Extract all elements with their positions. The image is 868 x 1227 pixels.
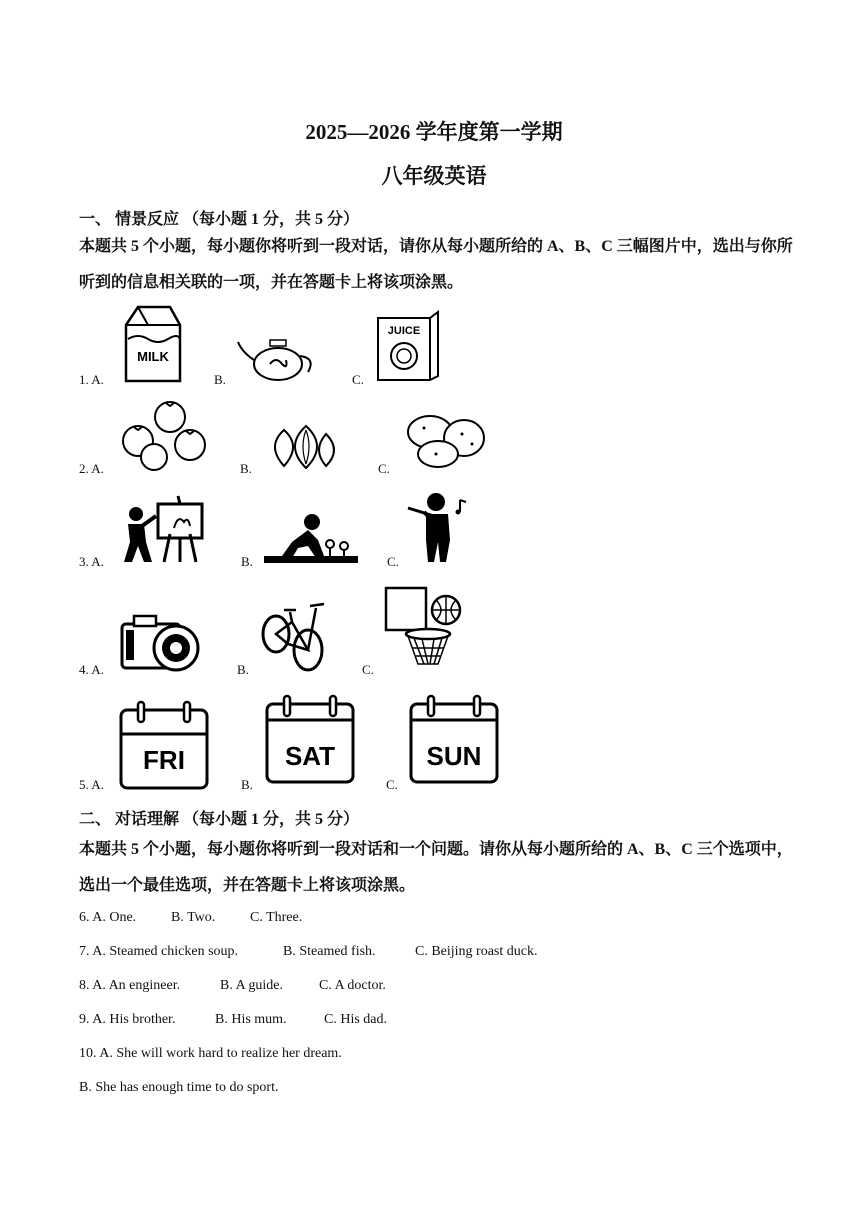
q2-label: 2. A. <box>79 461 104 476</box>
q4-b-label: B. <box>237 662 249 677</box>
q4-c-label: C. <box>362 662 374 677</box>
q3-b-label: B. <box>241 554 253 569</box>
page-title: 2025—2026 学年度第一学期 <box>305 120 563 144</box>
q6-option-c: C. Three. <box>250 910 303 925</box>
page-subtitle: 八年级英语 <box>381 164 487 188</box>
q10-option-a: 10. A. She will work hard to realize her dream. <box>79 1046 342 1061</box>
q9-option-c: C. His dad. <box>324 1012 387 1027</box>
potatoes-icon <box>402 404 490 472</box>
fri-text: FRI <box>143 745 185 775</box>
q6-option-b: B. Two. <box>171 910 216 925</box>
q8-option-b: B. A guide. <box>220 978 284 993</box>
q6-line <box>79 910 302 926</box>
q8-option-a: 8. A. An engineer. <box>79 978 181 993</box>
q4-label: 4. A. <box>79 662 104 677</box>
milk-text: MILK <box>137 349 169 364</box>
q1-b-label: B. <box>214 372 226 387</box>
calendar-sat-icon <box>264 694 356 786</box>
q7-option-c: C. Beijing roast duck. <box>415 944 538 959</box>
bicycle-icon <box>260 598 330 674</box>
q5-b-label: B. <box>241 777 253 792</box>
q8-option-c: C. A doctor. <box>319 978 386 993</box>
q7-option-a: 7. A. Steamed chicken soup. <box>79 944 239 959</box>
basketball-hoop-icon <box>384 584 466 674</box>
q7-option-b: B. Steamed fish. <box>283 944 376 959</box>
q3-label: 3. A. <box>79 554 104 569</box>
milk-carton-icon <box>118 303 184 383</box>
q9-line <box>79 1012 387 1028</box>
calendar-sun-icon <box>408 694 500 786</box>
section-1-heading: 一、 情景反应 （每小题 1 分，共 5 分） <box>79 211 360 228</box>
camera-icon <box>118 610 206 674</box>
section-2-instruction: 本题共 5 个小题，每小题你将听到一段对话和一个问题。请你从每小题所给的 A、B、C 三个选项中，选出一个最佳选项，并在答题卡上将该项涂黑。 <box>79 841 793 894</box>
q2-b-label: B. <box>240 461 252 476</box>
q5-c-label: C. <box>386 777 398 792</box>
section-2-heading: 二、 对话理解 （每小题 1 分，共 5 分） <box>79 811 360 828</box>
q9-option-b: B. His mum. <box>215 1012 287 1027</box>
q5-label: 5. A. <box>79 777 104 792</box>
q1-c-label: C. <box>352 372 364 387</box>
q9-option-a: 9. A. His brother. <box>79 1012 176 1027</box>
teapot-icon <box>236 330 318 384</box>
q1-label: 1. A. <box>79 372 104 387</box>
q6-option-a: 6. A. One. <box>79 910 137 925</box>
q10-option-b: B. She has enough time to do sport. <box>79 1080 279 1095</box>
painting-person-icon <box>118 490 210 564</box>
q2-c-label: C. <box>378 461 390 476</box>
gardening-person-icon <box>262 512 360 564</box>
q7-line <box>79 944 538 960</box>
juice-text: JUICE <box>387 325 421 337</box>
tomatoes-icon <box>118 395 210 473</box>
section-1-instruction: 本题共 5 个小题，每小题你将听到一段对话，请你从每小题所给的 A、B、C 三幅图片中，选出与你所听到的信息相关联的一项，并在答题卡上将该项涂黑。 <box>79 238 793 291</box>
q8-line <box>79 978 386 994</box>
q3-c-label: C. <box>387 554 399 569</box>
calendar-fri-icon <box>118 700 210 790</box>
onions-icon <box>262 420 344 472</box>
juice-box-icon <box>374 310 440 382</box>
sun-text: SUN <box>426 741 482 771</box>
sat-text: SAT <box>284 741 336 771</box>
flute-player-icon <box>404 490 474 564</box>
